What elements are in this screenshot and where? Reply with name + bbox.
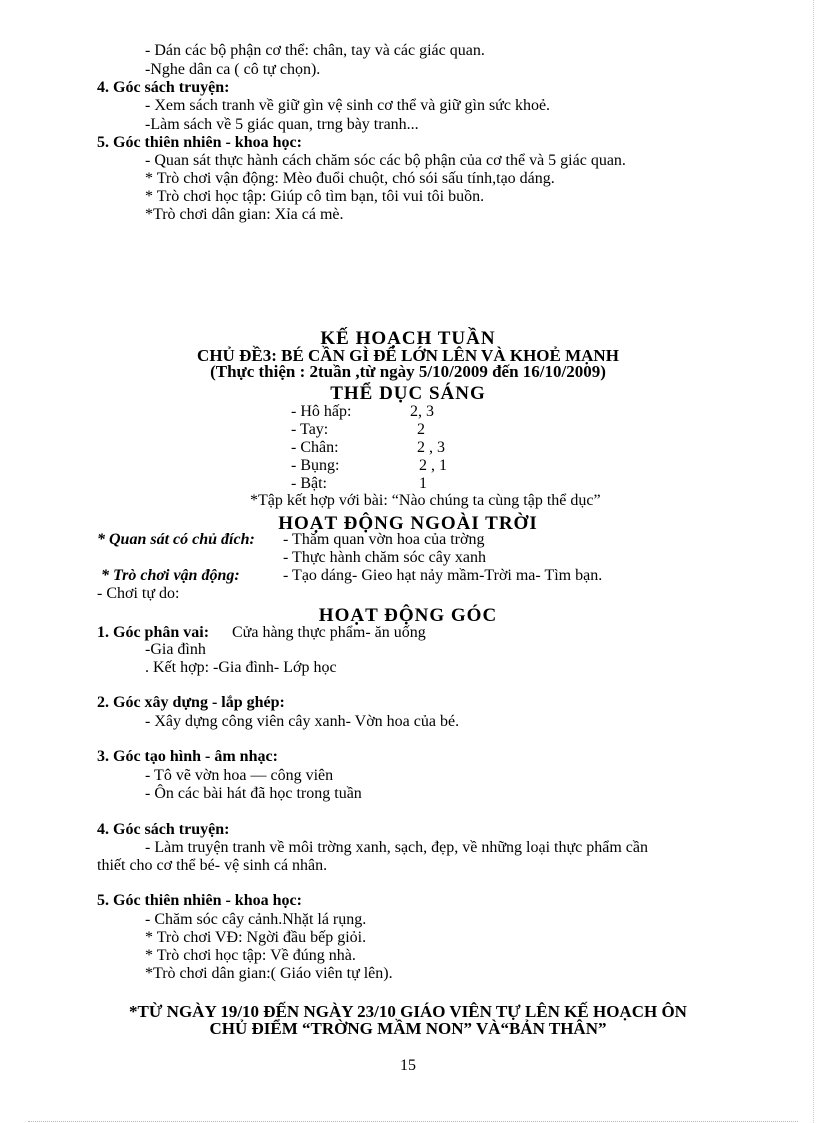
text-line: - Quan sát thực hành cách chăm sóc các bộ phận của cơ thể và 5 giác quan.	[145, 152, 626, 169]
section-heading: 5. Góc thiên nhiên - khoa học:	[97, 892, 302, 909]
plan-theme: CHỦ ĐỀ3: BÉ CẦN GÌ ĐỂ LỚN LÊN VÀ KHOẺ MẠNH	[197, 346, 619, 365]
text-line: -Nghe dân ca ( cô tự chọn).	[145, 61, 321, 78]
exercise-label: - Tay:	[291, 421, 329, 438]
text-line: - Thăm quan vờn hoa của trờng	[283, 531, 485, 548]
exercise-value: 2 , 3	[417, 439, 445, 456]
morning-note: *Tập kết hợp với bài: “Nào chúng ta cùng tập thể dục”	[250, 492, 601, 509]
section-heading: 2. Góc xây dựng - lắp ghép:	[97, 694, 285, 711]
section-heading: 4. Góc sách truyện:	[97, 821, 230, 838]
text-line: *Trò chơi dân gian:( Giáo viên tự lên).	[145, 965, 393, 982]
plan-time: (Thực thiện : 2tuần ,từ ngày 5/10/2009 đến 16/10/2009)	[210, 362, 606, 381]
exercise-value: 2, 3	[410, 403, 434, 420]
exercise-label: - Chân:	[291, 439, 339, 456]
text-line: thiết cho cơ thể bé- vệ sinh cá nhân.	[97, 857, 328, 874]
page-right-border	[813, 0, 814, 1123]
closing-line: *TỪ NGÀY 19/10 ĐẾN NGÀY 23/10 GIÁO VIÊN TỰ LÊN KẾ HOẠCH ÔN	[129, 1002, 687, 1021]
text-line: * Trò chơi VĐ: Ngời đầu bếp giỏi.	[145, 929, 367, 946]
page-number: 15	[400, 1057, 416, 1074]
section-heading: 3. Góc tạo hình - âm nhạc:	[97, 748, 278, 765]
closing-line: CHỦ ĐIỂM “TRỜNG MẦM NON” VÀ“BẢN THÂN”	[209, 1019, 607, 1038]
text-line: - Chơi tự do:	[97, 585, 180, 602]
text-line: - Chăm sóc cây cảnh.Nhặt lá rụng.	[145, 911, 367, 928]
text-line: - Thực hành chăm sóc cây xanh	[283, 549, 486, 566]
text-line: Cửa hàng thực phẩm- ăn uống	[232, 624, 426, 641]
section-heading: 5. Góc thiên nhiên - khoa học:	[97, 134, 302, 151]
text-line: - Xây dựng công viên cây xanh- Vờn hoa của bé.	[145, 713, 460, 730]
text-line: * Trò chơi vận động: Mèo đuổi chuột, chó sói sấu tính,tạo dáng.	[145, 170, 555, 187]
text-line: - Tô vẽ vờn hoa — công viên	[145, 767, 334, 784]
exercise-value: 1	[419, 475, 427, 492]
exercise-value: 2 , 1	[419, 457, 447, 474]
section-heading: 4. Góc sách truyện:	[97, 79, 230, 96]
corners-title: HOẠT ĐỘNG GÓC	[318, 605, 498, 626]
section-heading: 1. Góc phân vai:	[97, 624, 210, 641]
text-line: *Trò chơi dân gian: Xỉa cá mè.	[145, 206, 344, 223]
page-bottom-border	[28, 1121, 798, 1122]
morning-title: THỂ DỤC SÁNG	[330, 383, 486, 404]
text-line: -Làm sách về 5 giác quan, trng bày tranh...	[145, 116, 419, 133]
text-line: . Kết hợp: -Gia đình- Lớp học	[145, 659, 337, 676]
game-label: * Trò chơi vận động:	[101, 567, 240, 584]
observe-label: * Quan sát có chủ đích:	[97, 531, 255, 548]
text-line: - Ôn các bài hát đã học trong tuần	[145, 785, 362, 802]
text-line: - Dán các bộ phận cơ thể: chân, tay và các giác quan.	[145, 42, 485, 59]
text-line: - Xem sách tranh về giữ gìn vệ sinh cơ thể và giữ gìn sức khoẻ.	[145, 97, 551, 114]
text-line: * Trò chơi học tập: Giúp cô tìm bạn, tôi vui tôi buồn.	[145, 188, 485, 205]
plan-title: KẾ HOẠCH TUẦN	[320, 328, 496, 349]
exercise-label: - Bụng:	[291, 457, 340, 474]
exercise-label: - Hô hấp:	[291, 403, 352, 420]
exercise-value: 2	[417, 421, 425, 438]
text-line: * Trò chơi học tập: Về đúng nhà.	[145, 947, 356, 964]
text-line: -Gia đình	[145, 641, 206, 658]
text-line: - Tạo dáng- Gieo hạt nảy mầm-Trời ma- Tìm bạn.	[283, 567, 603, 584]
exercise-label: - Bật:	[291, 475, 327, 492]
outdoor-title: HOẠT ĐỘNG NGOÀI TRỜI	[278, 513, 538, 534]
text-line: - Làm truyện tranh về môi trờng xanh, sạch, đẹp, về những loại thực phẩm cần	[145, 839, 648, 856]
